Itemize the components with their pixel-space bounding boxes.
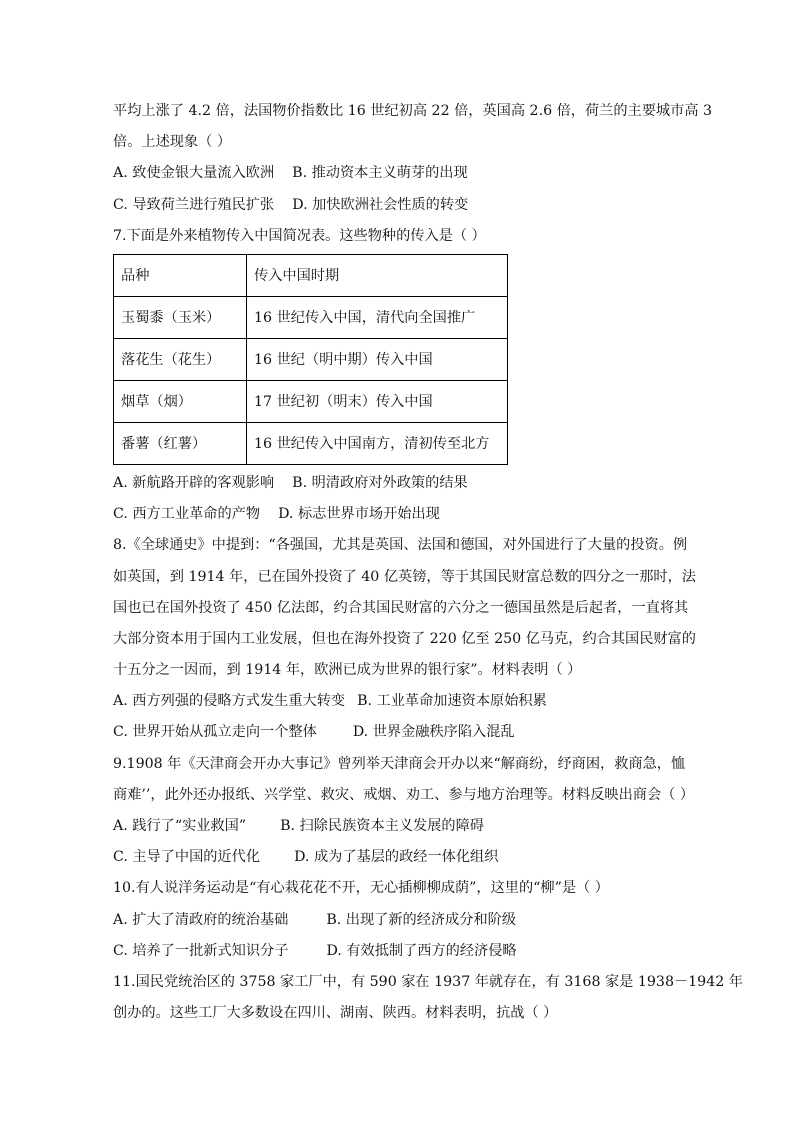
- table-row: [114, 380, 508, 422]
- q9-options-row: [113, 842, 693, 873]
- table-cell: 烟草（烟）: [114, 380, 247, 422]
- q8-option-d: D. 世界金融秩序陷入混乱: [352, 724, 515, 741]
- table-header-cell: 品种: [114, 254, 247, 296]
- q7-option-c: C. 西方工业革命的产物: [113, 506, 261, 523]
- q6-option-b: B. 推动资本主义萌芽的出现: [292, 165, 468, 182]
- q9-option-d: D. 成为了基层的政经一体化组织: [294, 849, 499, 866]
- table-header-cell: 传入中国时期: [247, 254, 508, 296]
- q6-options-row: [113, 190, 693, 221]
- q7-option-b: B. 明清政府对外政策的结果: [292, 474, 468, 491]
- q7-options-row: [113, 499, 693, 530]
- q9-stem-line: 9.1908 年《天津商会开办大事记》曾列举天津商会开办以来“解商纷，纾商困，救商急，恤: [113, 755, 686, 772]
- q10-option-a: A. 扩大了清政府的统治基础: [113, 911, 289, 928]
- q6-option-a: A. 致使金银大量流入欧洲: [113, 165, 275, 182]
- q10-option-b: B. 出现了新的经济成分和阶级: [326, 911, 517, 928]
- exam-page: [113, 96, 743, 1029]
- table-cell: 16 世纪传入中国，清代向全国推广: [247, 296, 508, 338]
- q9-stem-line: 商难’’，此外还办报纸、兴学堂、救灾、戒烟、劝工、参与地方治理等。材料反映出商会（ ）: [113, 786, 695, 803]
- q7-option-a: A. 新航路开辟的客观影响: [113, 474, 275, 491]
- table-row: [114, 422, 508, 464]
- q10-stem: 10.有人说洋务运动是“有心栽花花不开，无心插柳柳成荫”，这里的“柳”是（ ）: [113, 880, 609, 897]
- q11-stem-line: 创办的。这些工厂大多数设在四川、湖南、陕西。材料表明，抗战（ ）: [113, 1005, 558, 1022]
- q8-stem-line: 8.《全球通史》中提到：“各强国，尤其是英国、法国和德国，对外国进行了大量的投资。例: [113, 537, 688, 554]
- q8-option-b: B. 工业革命加速资本原始积累: [357, 693, 547, 710]
- plant-intro-table: [113, 254, 508, 465]
- table-cell: 落花生（花生）: [114, 338, 247, 380]
- q10-options-row: [113, 936, 693, 967]
- q6-stem-line: 倍。上述现象（ ）: [113, 134, 232, 151]
- q8-stem-line: 国也已在国外投资了 450 亿法郎，约合其国民财富的六分之一德国虽然是后起者，一直将其: [113, 599, 689, 616]
- q9-option-a: A. 践行了“实业救国”: [113, 818, 247, 834]
- q8-stem-line: 大部分资本用于国内工业发展，但也在海外投资了 220 亿至 250 亿马克，约合其国民财富的: [113, 630, 696, 647]
- q10-option-c: C. 培养了一批新式知识分子: [113, 942, 289, 959]
- q9-option-b: B. 扫除民族资本主义发展的障碍: [280, 818, 484, 834]
- table-cell: 16 世纪（明中期）传入中国: [247, 338, 508, 380]
- table-row: [114, 338, 508, 380]
- q9-options-row: [113, 811, 693, 842]
- q8-options-row: [113, 686, 693, 717]
- q8-option-c: C. 世界开始从孤立走向一个整体: [113, 724, 317, 741]
- q11-stem-line: 11.国民党统治区的 3758 家工厂中，有 590 家在 1937 年就存在，有 3168 家是 1938－1942 年: [113, 973, 743, 990]
- table-cell: 17 世纪初（明末）传入中国: [247, 380, 508, 422]
- q6-option-c: C. 导致荷兰进行殖民扩张: [113, 196, 275, 213]
- q7-option-d: D. 标志世界市场开始出现: [278, 506, 440, 523]
- q8-options-row: [113, 717, 693, 748]
- q10-option-d: D. 有效抵制了西方的经济侵略: [326, 942, 517, 959]
- table-row: [114, 296, 508, 338]
- q9-option-c: C. 主导了中国的近代化: [113, 849, 261, 866]
- table-header-row: [114, 254, 508, 296]
- q8-stem-line: 十五分之一因而，到 1914 年，欧洲已成为世界的银行家”。材料表明（ ）: [113, 662, 582, 679]
- q7-options-row: [113, 468, 693, 499]
- q8-stem-line: 如英国，到 1914 年，已在国外投资了 40 亿英镑，等于其国民财富总数的四分之一那时，法: [113, 568, 696, 585]
- table-cell: 番薯（红薯）: [114, 422, 247, 464]
- q10-options-row: [113, 905, 693, 936]
- table-cell: 玉蜀黍（玉米）: [114, 296, 247, 338]
- table-cell: 16 世纪传入中国南方，清初传至北方: [247, 422, 508, 464]
- q8-option-a: A. 西方列强的侵略方式发生重大转变: [113, 693, 346, 710]
- q7-stem: 7.下面是外来植物传入中国简况表。这些物种的传入是（ ）: [113, 227, 486, 244]
- q6-option-d: D. 加快欧洲社会性质的转变: [292, 196, 469, 213]
- q6-options-row: [113, 158, 693, 189]
- q6-stem-line: 平均上涨了 4.2 倍，法国物价指数比 16 世纪初高 22 倍，英国高 2.6 倍，荷兰的主要城市高 3: [113, 103, 713, 119]
